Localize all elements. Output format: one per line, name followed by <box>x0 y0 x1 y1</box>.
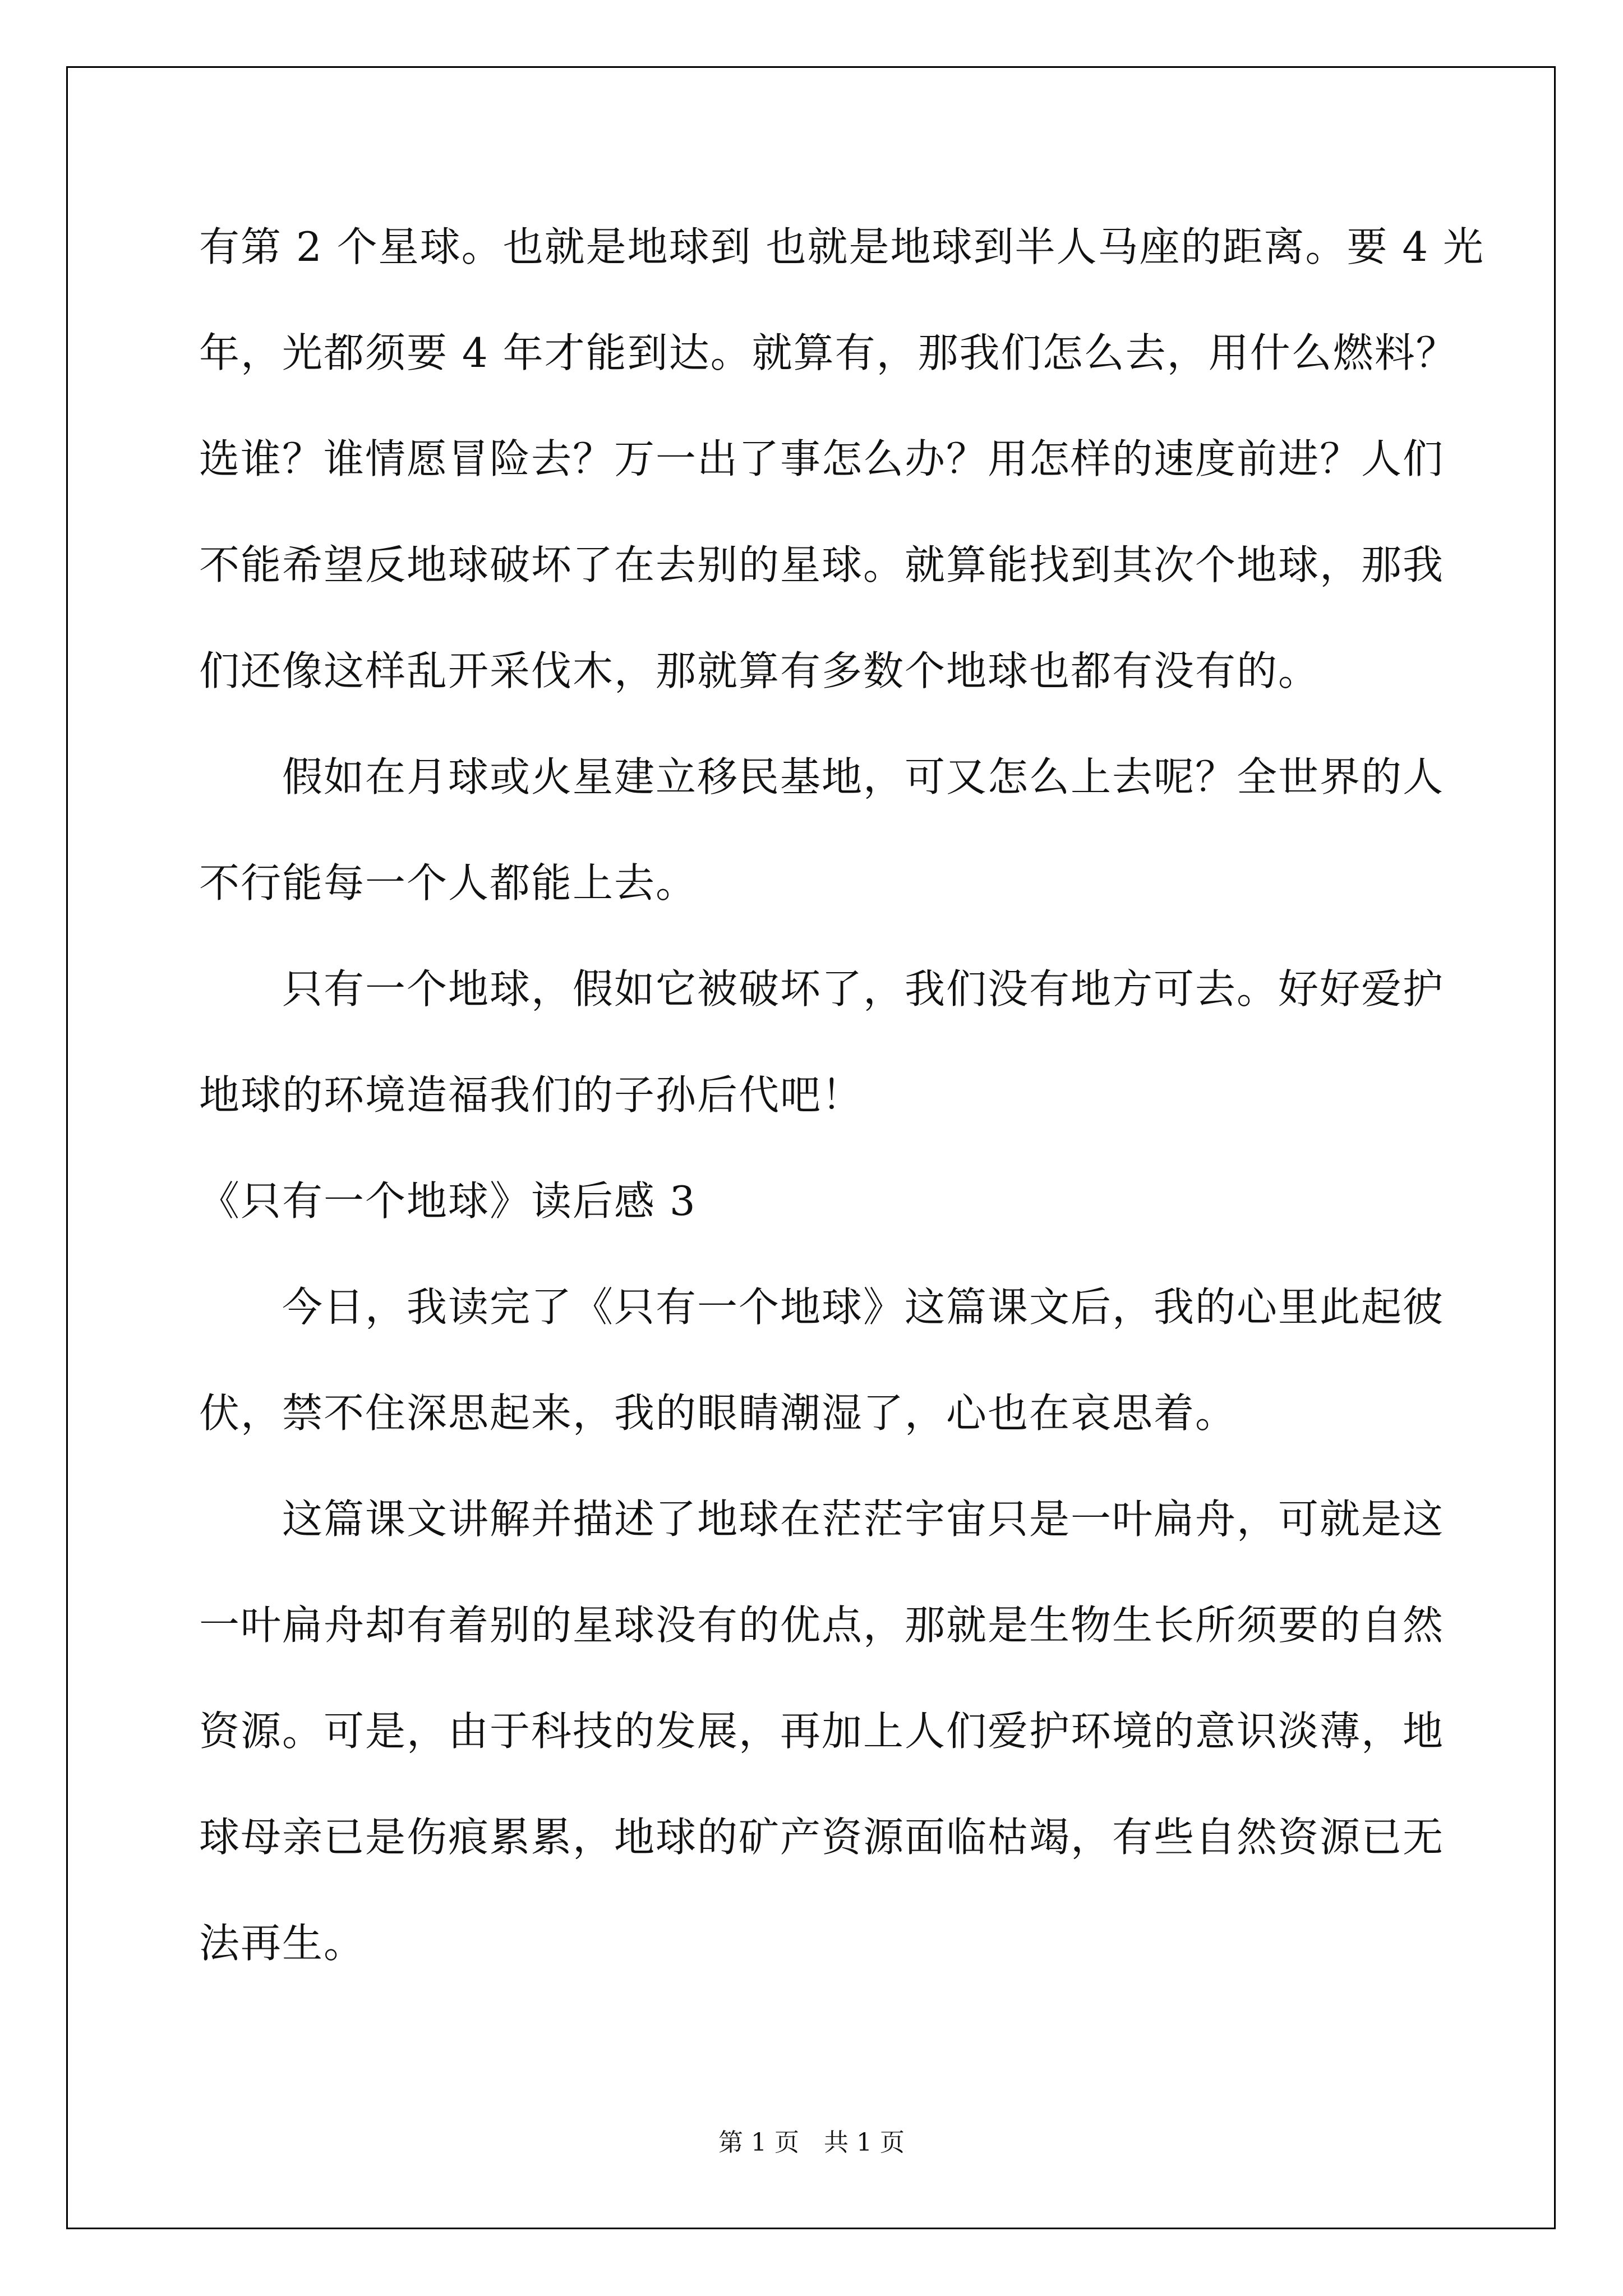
text-line: 今日，我读完了《只有一个地球》这篇课文后，我的心里此起彼 <box>199 1283 1445 1331</box>
text-line: 资源。可是，由于科技的发展，再加上人们爱护环境的意识淡薄，地 <box>199 1708 1445 1755</box>
text-line: 法再生。 <box>199 1920 366 1967</box>
text-line: 选谁？谁情愿冒险去？万一出了事怎么办？用怎样的速度前进？人们 <box>199 435 1445 482</box>
text-line: 不行能每一个人都能上去。 <box>199 859 698 907</box>
text-line: 球母亲已是伤痕累累，地球的矿产资源面临枯竭，有些自然资源已无 <box>199 1814 1445 1861</box>
text-line: 地球的环境造福我们的子孙后代吧！ <box>199 1071 864 1119</box>
text-line: 一叶扁舟却有着别的星球没有的优点，那就是生物生长所须要的自然 <box>199 1602 1445 1649</box>
page-border <box>66 66 1556 2229</box>
text-line: 有第 2 个星球。也就是地球到 也就是地球到半人马座的距离。要 4 光 <box>199 223 1485 270</box>
text-line: 伏，禁不住深思起来，我的眼睛潮湿了，心也在哀思着。 <box>199 1389 1237 1437</box>
text-line: 不能希望反地球破坏了在去别的星球。就算能找到其次个地球，那我 <box>199 541 1445 588</box>
text-line: 只有一个地球，假如它被破坏了，我们没有地方可去。好好爱护 <box>199 965 1445 1013</box>
section-heading: 《只有一个地球》读后感 3 <box>199 1177 697 1225</box>
text-line: 们还像这样乱开采伐木，那就算有多数个地球也都有没有的。 <box>199 647 1320 694</box>
page-number: 第 1 页 共 1 页 <box>718 2128 905 2157</box>
text-line: 年，光都须要 4 年才能到达。就算有，那我们怎么去，用什么燃料？ <box>199 329 1458 376</box>
text-line: 假如在月球或火星建立移民基地，可又怎么上去呢？全世界的人 <box>199 753 1445 800</box>
text-line: 这篇课文讲解并描述了地球在茫茫宇宙只是一叶扁舟，可就是这 <box>199 1496 1445 1543</box>
